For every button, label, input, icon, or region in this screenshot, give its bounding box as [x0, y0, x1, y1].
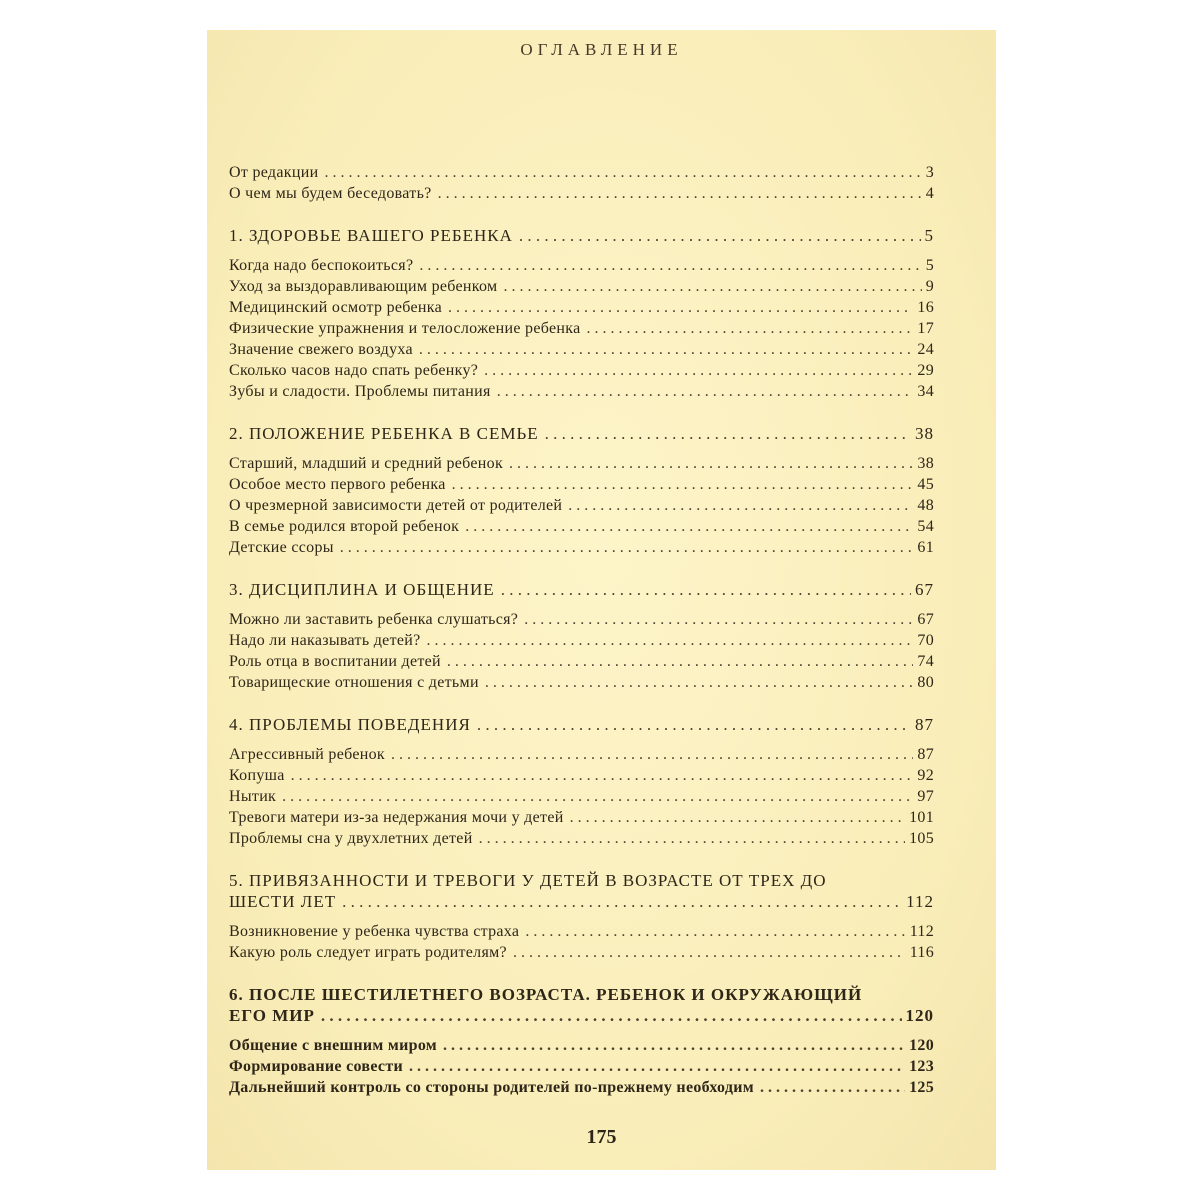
chapter-page: 112 — [906, 892, 934, 911]
toc-entry-page: 45 — [917, 476, 934, 493]
toc-entry-title: Товарищеские отношения с детьми — [229, 674, 479, 691]
toc-entry — [229, 609, 934, 630]
chapter-page: 67 — [915, 580, 934, 599]
chapter-title: ШЕСТИ ЛЕТ — [229, 892, 337, 911]
toc-entry-title: Нытик — [229, 788, 277, 805]
toc-entry-title: Агрессивный ребенок — [229, 746, 385, 763]
dot-leader — [336, 891, 902, 912]
toc-entry — [229, 921, 934, 942]
toc-entry-page: 54 — [917, 518, 934, 535]
toc-entry-page: 123 — [909, 1058, 934, 1075]
chapter-page: 38 — [915, 424, 934, 443]
chapter-title: 1. ЗДОРОВЬЕ ВАШЕГО РЕБЕНКА — [229, 226, 513, 245]
dot-leader — [334, 537, 914, 558]
toc-entry-title: Дальнейший контроль со стороны родителей по-прежнему необходим — [229, 1079, 754, 1096]
toc-entry-page: 97 — [917, 788, 934, 805]
dot-leader — [432, 183, 922, 204]
dot-leader — [421, 630, 914, 651]
toc-entry-page: 92 — [917, 767, 934, 784]
toc-entry-page: 70 — [917, 632, 934, 649]
toc-entry-page: 17 — [917, 320, 934, 337]
toc-entry-page: 67 — [917, 611, 934, 628]
toc-entry-title: Надо ли наказывать детей? — [229, 632, 421, 649]
toc-entry-title: Уход за выздоравливающим ребенком — [229, 278, 498, 295]
toc-entry-title: Медицинский осмотр ребенка — [229, 299, 443, 316]
toc-entry — [229, 807, 934, 828]
dot-leader — [478, 360, 913, 381]
toc-entry-title: Какую роль следует играть родителям? — [229, 944, 507, 961]
toc-entry — [229, 381, 934, 402]
toc-heading: ОГЛАВЛЕНИЕ — [520, 40, 683, 59]
dot-leader — [403, 1056, 905, 1077]
table-of-contents — [229, 162, 934, 1098]
toc-entry — [229, 474, 934, 495]
toc-entry-title: Зубы и сладости. Проблемы питания — [229, 383, 491, 400]
dot-leader — [479, 672, 914, 693]
dot-leader — [315, 1005, 902, 1026]
chapter-title-line: 5. ПРИВЯЗАННОСТИ И ТРЕВОГИ У ДЕТЕЙ В ВОЗРАСТЕ ОТ ТРЕХ ДО — [229, 871, 827, 890]
dot-leader — [318, 162, 921, 183]
toc-entry-title: Проблемы сна у двухлетних детей — [229, 830, 473, 847]
dot-leader — [459, 516, 913, 537]
toc-entry-title: Возникновение у ребенка чувства страха — [229, 923, 520, 940]
toc-entry — [229, 942, 934, 963]
toc-entry-page: 24 — [917, 341, 934, 358]
toc-entry — [229, 516, 934, 537]
dot-leader — [413, 339, 913, 360]
toc-entry-page: 61 — [917, 539, 934, 556]
toc-entry-title: Тревоги матери из-за недержания мочи у детей — [229, 809, 564, 826]
toc-entry — [229, 672, 934, 693]
toc-entry-title: Копуша — [229, 767, 285, 784]
dot-leader — [519, 921, 905, 942]
toc-entry-page: 3 — [925, 164, 934, 181]
dot-leader — [276, 786, 913, 807]
toc-entry-page: 80 — [917, 674, 934, 691]
toc-entry-page: 16 — [917, 299, 934, 316]
toc-entry-page: 87 — [917, 746, 934, 763]
toc-entry-title: О чем мы будем беседовать? — [229, 185, 432, 202]
chapter-title: ЕГО МИР — [229, 1006, 315, 1025]
toc-entry-page: 120 — [909, 1037, 934, 1054]
dot-leader — [754, 1077, 905, 1098]
toc-entry — [229, 360, 934, 381]
toc-entry-title: О чрезмерной зависимости детей от родителей — [229, 497, 563, 514]
toc-entry-page: 101 — [909, 809, 934, 826]
dot-leader — [580, 318, 913, 339]
toc-entry-page: 116 — [909, 944, 934, 961]
toc-entry-title: Физические упражнения и телосложение ребенка — [229, 320, 581, 337]
toc-entry — [229, 630, 934, 651]
dot-leader — [503, 453, 913, 474]
toc-entry — [229, 765, 934, 786]
dot-leader — [507, 942, 906, 963]
chapter-title: 4. ПРОБЛЕМЫ ПОВЕДЕНИЯ — [229, 715, 471, 734]
toc-entry — [229, 318, 934, 339]
toc-entry-title: Когда надо беспокоиться? — [229, 257, 414, 274]
dot-leader — [518, 609, 913, 630]
chapter-title: 2. ПОЛОЖЕНИЕ РЕБЕНКА В СЕМЬЕ — [229, 424, 539, 443]
dot-leader — [473, 828, 906, 849]
dot-leader — [441, 651, 913, 672]
toc-entry — [229, 537, 934, 558]
dot-leader — [495, 579, 911, 600]
chapter-page: 87 — [915, 715, 934, 734]
chapter-heading — [229, 891, 934, 912]
toc-entry — [229, 786, 934, 807]
chapter-heading — [229, 714, 934, 735]
dot-leader — [446, 474, 914, 495]
chapter-page: 5 — [924, 226, 934, 245]
dot-leader — [413, 255, 921, 276]
dot-leader — [491, 381, 914, 402]
toc-entry-page: 48 — [917, 497, 934, 514]
toc-entry-page: 4 — [925, 185, 934, 202]
toc-entry-page: 125 — [909, 1079, 934, 1096]
toc-entry — [229, 828, 934, 849]
chapter-title: 3. ДИСЦИПЛИНА И ОБЩЕНИЕ — [229, 580, 495, 599]
book-page — [207, 30, 996, 1170]
toc-entry-title: Формирование совести — [229, 1058, 404, 1075]
toc-entry-title: Роль отца в воспитании детей — [229, 653, 441, 670]
dot-leader — [497, 276, 921, 297]
toc-entry — [229, 1056, 934, 1077]
dot-leader — [562, 495, 913, 516]
dot-leader — [513, 225, 921, 246]
toc-entry — [229, 495, 934, 516]
chapter-page: 120 — [905, 1006, 934, 1025]
toc-entry-page: 74 — [917, 653, 934, 670]
toc-entry-page: 112 — [909, 923, 934, 940]
chapter-heading — [229, 423, 934, 444]
toc-entry-title: Старший, младший и средний ребенок — [229, 455, 504, 472]
toc-entry-page: 9 — [925, 278, 934, 295]
toc-entry — [229, 453, 934, 474]
toc-entry-page: 5 — [925, 257, 934, 274]
dot-leader — [539, 423, 911, 444]
toc-entry — [229, 297, 934, 318]
page-number: 175 — [586, 1126, 617, 1148]
dot-leader — [442, 297, 913, 318]
toc-entry-page: 34 — [917, 383, 934, 400]
toc-entry-title: От редакции — [229, 164, 319, 181]
toc-entry — [229, 339, 934, 360]
toc-entry-title: Сколько часов надо спать ребенку? — [229, 362, 479, 379]
toc-entry-title: Можно ли заставить ребенка слушаться? — [229, 611, 519, 628]
toc-entry — [229, 651, 934, 672]
dot-leader — [471, 714, 911, 735]
toc-entry-title: Общение с внешним миром — [229, 1037, 438, 1054]
dot-leader — [285, 765, 914, 786]
chapter-heading — [229, 225, 934, 246]
dot-leader — [385, 744, 913, 765]
toc-entry-title: Особое место первого ребенка — [229, 476, 446, 493]
toc-entry — [229, 1077, 934, 1098]
chapter-heading — [229, 1005, 934, 1026]
chapter-heading — [229, 579, 934, 600]
dot-leader — [437, 1035, 905, 1056]
toc-entry — [229, 276, 934, 297]
toc-entry — [229, 183, 934, 204]
toc-entry — [229, 1035, 934, 1056]
toc-entry-page: 38 — [917, 455, 934, 472]
toc-entry — [229, 162, 934, 183]
dot-leader — [564, 807, 906, 828]
toc-entry-title: В семье родился второй ребенок — [229, 518, 460, 535]
chapter-title-line: 6. ПОСЛЕ ШЕСТИЛЕТНЕГО ВОЗРАСТА. РЕБЕНОК И ОКРУЖАЮЩИЙ — [229, 985, 863, 1004]
toc-entry-title: Детские ссоры — [229, 539, 334, 556]
toc-entry — [229, 744, 934, 765]
toc-entry-title: Значение свежего воздуха — [229, 341, 413, 358]
toc-entry-page: 29 — [917, 362, 934, 379]
toc-entry — [229, 255, 934, 276]
toc-entry-page: 105 — [909, 830, 934, 847]
